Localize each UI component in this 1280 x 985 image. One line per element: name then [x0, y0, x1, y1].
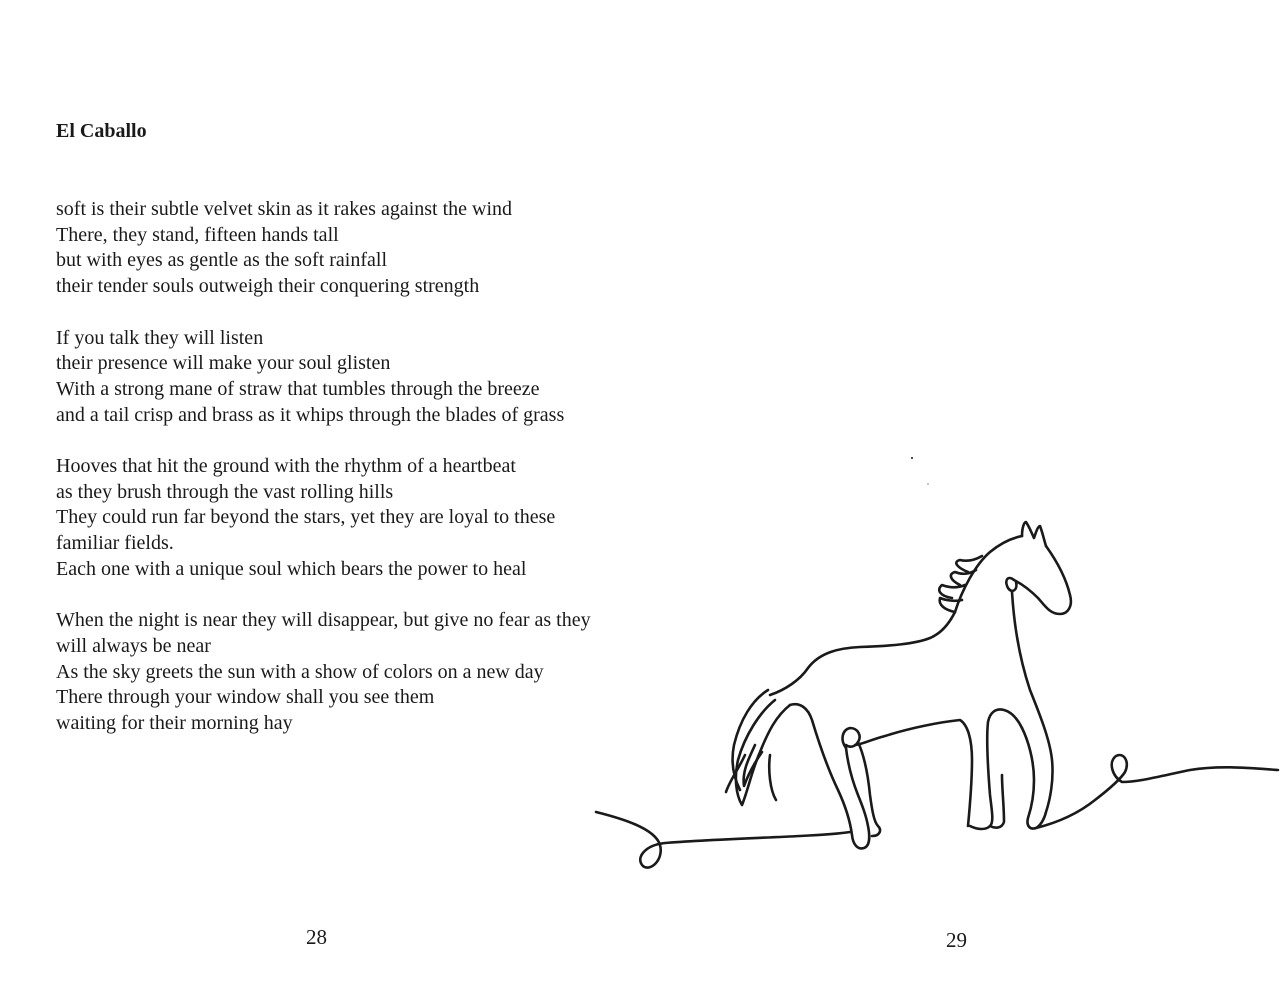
poem-line: There through your window shall you see them: [56, 686, 435, 709]
page-number-right: 29: [946, 928, 967, 952]
ground-line-right: [1036, 755, 1278, 828]
poem-line: but with eyes as gentle as the soft rainfall: [56, 249, 388, 272]
horse-hindleg-front: [858, 742, 880, 836]
poem-line: Each one with a unique soul which bears the power to heal: [56, 557, 527, 580]
poem-body: [56, 197, 616, 762]
poem-line: If you talk they will listen: [56, 326, 264, 349]
horse-hindleg-loop: [843, 728, 860, 748]
poem-line: waiting for their morning hay: [56, 712, 293, 735]
stanza: [56, 197, 616, 300]
poem-line: There, they stand, fifteen hands tall: [56, 223, 339, 246]
stanza: [56, 454, 616, 583]
poem-title: El Caballo: [56, 120, 147, 142]
poem-line: their presence will make your soul glisten: [56, 352, 391, 375]
poem-line: soft is their subtle velvet skin as it rakes against the wind: [56, 198, 513, 220]
poem-line: As the sky greets the sun with a show of colors on a new day: [56, 660, 544, 683]
horse-chest: [1012, 592, 1053, 829]
page-number-left: 28: [306, 925, 327, 949]
speck: [911, 457, 913, 459]
tail-strand: [769, 755, 776, 800]
horse-illustration: [590, 440, 1280, 880]
poem-line: as they brush through the vast rolling hills: [56, 480, 394, 503]
speck: [927, 483, 928, 484]
ground-line-left: [596, 812, 850, 868]
poem-line: When the night is near they will disappear, but give no fear as they will always be near: [56, 609, 591, 657]
horse-head: [1014, 546, 1071, 614]
horse-jaw-loop: [1006, 578, 1016, 591]
poem-line: and a tail crisp and brass as it whips through the blades of grass: [56, 403, 565, 426]
poem-line: Hooves that hit the ground with the rhythm of a heartbeat: [56, 455, 516, 477]
horse-back: [770, 612, 955, 695]
horse-ears: [1022, 522, 1046, 546]
horse-belly: [970, 710, 1022, 830]
poem-line: They could run far beyond the stars, yet they are loyal to these familiar fields.: [56, 506, 556, 555]
tail-strand: [733, 690, 768, 790]
stanza: [56, 608, 616, 737]
horse-hindleg: [790, 704, 869, 848]
poem-line: With a strong mane of straw that tumbles through the breeze: [56, 377, 540, 400]
stanza: [56, 326, 616, 429]
poem-line: their tender souls outweigh their conquering strength: [56, 275, 480, 298]
